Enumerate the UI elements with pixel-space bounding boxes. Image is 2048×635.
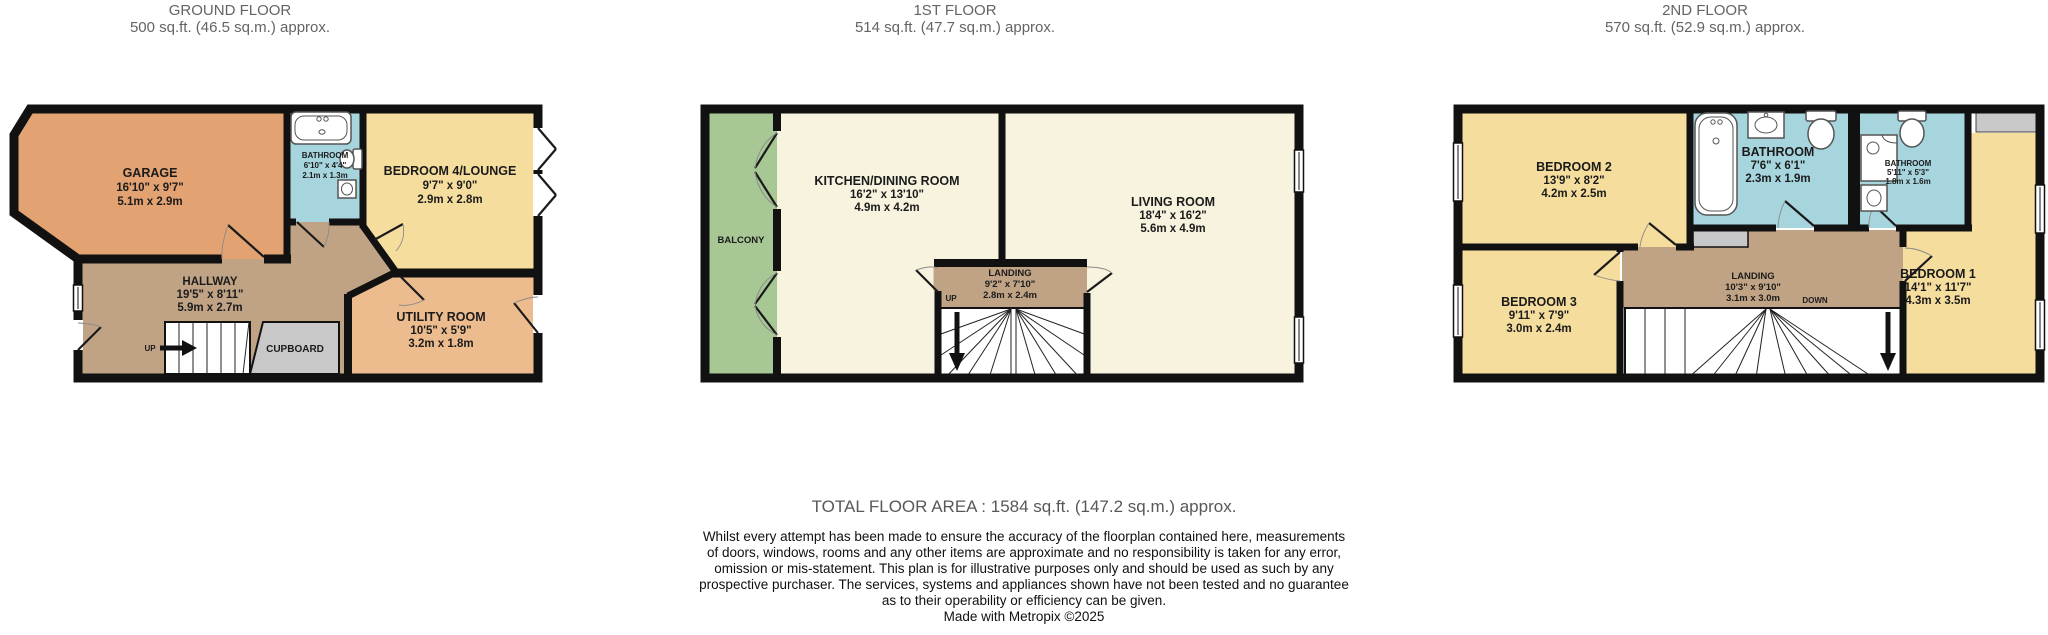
bathtub-icon — [1695, 113, 1737, 215]
svg-text:KITCHEN/DINING ROOM: KITCHEN/DINING ROOM — [814, 174, 960, 188]
bedroom1-label — [1900, 267, 1976, 307]
first-floor-title: 1ST FLOOR — [913, 2, 997, 19]
svg-text:BEDROOM 2: BEDROOM 2 — [1536, 160, 1612, 174]
svg-text:4.3m x 3.5m: 4.3m x 3.5m — [1905, 295, 1971, 307]
svg-text:10'5" x 5'9": 10'5" x 5'9" — [410, 325, 472, 337]
first-up-label: UP — [945, 294, 957, 303]
svg-text:LANDING: LANDING — [988, 268, 1032, 279]
svg-text:9'11" x 7'9": 9'11" x 7'9" — [1508, 310, 1570, 322]
svg-text:14'1" x 11'7": 14'1" x 11'7" — [1904, 282, 1972, 294]
svg-text:13'9" x 8'2": 13'9" x 8'2" — [1543, 175, 1605, 187]
svg-text:BATHROOM: BATHROOM — [1741, 145, 1815, 159]
toilet-icon — [1898, 111, 1926, 147]
balcony-label: BALCONY — [717, 235, 765, 246]
second-landing-label — [1725, 271, 1781, 304]
svg-text:2.1m x 1.3m: 2.1m x 1.3m — [302, 171, 348, 180]
svg-text:1.8m x 1.6m: 1.8m x 1.6m — [1885, 177, 1931, 186]
svg-text:16'10" x 9'7": 16'10" x 9'7" — [116, 182, 184, 194]
first-floor-header — [730, 2, 1180, 36]
living-label — [1131, 195, 1215, 235]
ground-floor-plan — [0, 95, 562, 390]
svg-text:2.9m x 2.8m: 2.9m x 2.8m — [417, 194, 483, 206]
svg-text:3.1m x 3.0m: 3.1m x 3.0m — [1726, 293, 1780, 304]
svg-text:BEDROOM 4/LOUNGE: BEDROOM 4/LOUNGE — [383, 164, 517, 178]
footer — [0, 497, 2048, 625]
svg-text:CUPBOARD: CUPBOARD — [266, 344, 324, 355]
disclaimer-line: omission or mis-statement. This plan is for illustrative purposes only and should be used as such by any — [714, 561, 1334, 576]
svg-text:6'10" x 4'4": 6'10" x 4'4" — [303, 161, 347, 170]
svg-text:5.1m x 2.9m: 5.1m x 2.9m — [117, 196, 183, 208]
svg-text:BEDROOM 1: BEDROOM 1 — [1900, 267, 1976, 281]
svg-text:2.3m x 1.9m: 2.3m x 1.9m — [1745, 173, 1811, 185]
svg-text:3.2m x 1.8m: 3.2m x 1.8m — [408, 338, 474, 350]
svg-text:3.0m x 2.4m: 3.0m x 2.4m — [1506, 323, 1572, 335]
svg-text:18'4" x 16'2": 18'4" x 16'2" — [1139, 210, 1207, 222]
bathroom-small-label — [1885, 159, 1932, 186]
svg-text:16'2" x 13'10": 16'2" x 13'10" — [850, 189, 924, 201]
bedroom3-label — [1501, 295, 1577, 335]
svg-text:GARAGE: GARAGE — [122, 166, 178, 180]
svg-text:BATHROOM: BATHROOM — [1884, 159, 1932, 168]
svg-text:HALLWAY: HALLWAY — [182, 276, 238, 288]
total-floor-area: TOTAL FLOOR AREA : 1584 sq.ft. (147.2 sq.m.) approx. — [811, 497, 1237, 516]
disclaimer-line: prospective purchaser. The services, systems and appliances shown have not been tested and no guarantee — [699, 577, 1349, 592]
svg-text:5'11" x 5'3": 5'11" x 5'3" — [1886, 168, 1930, 177]
first-floor-area: 514 sq.ft. (47.7 sq.m.) approx. — [854, 19, 1056, 36]
second-down-label: DOWN — [1802, 296, 1828, 305]
bathroom-main-label — [1742, 145, 1815, 185]
svg-text:5.6m x 4.9m: 5.6m x 4.9m — [1140, 223, 1206, 235]
second-floor-title: 2ND FLOOR — [1662, 2, 1748, 19]
svg-text:19'5" x 8'11": 19'5" x 8'11" — [176, 289, 244, 301]
svg-text:9'2" x 7'10": 9'2" x 7'10" — [984, 279, 1036, 290]
sink-icon — [1748, 112, 1784, 138]
first-floor-plan — [695, 95, 1315, 390]
svg-text:5.9m x 2.7m: 5.9m x 2.7m — [177, 302, 243, 314]
sink-icon — [338, 180, 356, 198]
ground-up-label: UP — [144, 344, 156, 353]
garage-label — [116, 166, 184, 208]
cupboard-label — [266, 344, 324, 355]
second-floor-header — [1480, 2, 1930, 36]
ground-floor-title: GROUND FLOOR — [168, 2, 292, 19]
bedroom2-label — [1536, 160, 1612, 200]
disclaimer-line: of doors, windows, rooms and any other items are approximate and no responsibility is taken for any error, — [706, 545, 1342, 560]
first-stairs — [938, 308, 1087, 378]
svg-text:BATHROOM: BATHROOM — [301, 151, 349, 160]
svg-text:UTILITY ROOM: UTILITY ROOM — [396, 310, 486, 324]
disclaimer-line: as to their operability or efficiency can be given. — [881, 593, 1167, 608]
ground-floor-area: 500 sq.ft. (46.5 sq.m.) approx. — [129, 19, 331, 36]
svg-text:7'6" x 6'1": 7'6" x 6'1" — [1750, 160, 1806, 172]
bathtub-icon — [291, 112, 351, 144]
second-floor-plan — [1448, 95, 2048, 390]
airing-cupboard — [1693, 230, 1748, 247]
bedroom1-window-upper — [2036, 185, 2045, 233]
bedroom1-window-lower — [2036, 300, 2045, 350]
svg-text:4.2m x 2.5m: 4.2m x 2.5m — [1541, 188, 1607, 200]
second-stairs — [1625, 308, 1901, 378]
hallway-label — [177, 276, 244, 314]
living-window-upper — [1295, 150, 1304, 192]
first-landing-label — [983, 268, 1037, 301]
disclaimer-line: Whilst every attempt has been made to ensure the accuracy of the floorplan contained here, measurements — [702, 529, 1346, 544]
metropix-credit: Made with Metropix ©2025 — [943, 609, 1105, 624]
ground-bathroom-label — [302, 151, 349, 180]
second-floor-area: 570 sq.ft. (52.9 sq.m.) approx. — [1604, 19, 1806, 36]
toilet-icon — [1806, 111, 1836, 149]
bedroom2-window — [1454, 143, 1463, 201]
svg-text:9'7" x 9'0": 9'7" x 9'0" — [422, 180, 478, 192]
hallway-window — [74, 285, 83, 311]
sink-icon — [1861, 185, 1887, 211]
ground-floor-header — [5, 2, 455, 36]
living-window-lower — [1295, 317, 1304, 363]
svg-text:2.8m x 2.4m: 2.8m x 2.4m — [983, 290, 1037, 301]
bedroom3-window — [1454, 285, 1463, 337]
svg-text:10'3" x 9'10": 10'3" x 9'10" — [1725, 282, 1781, 293]
svg-text:LANDING: LANDING — [1731, 271, 1775, 282]
svg-text:LIVING ROOM: LIVING ROOM — [1130, 195, 1216, 209]
svg-text:4.9m x 4.2m: 4.9m x 4.2m — [854, 202, 920, 214]
svg-text:BEDROOM 3: BEDROOM 3 — [1501, 295, 1577, 309]
